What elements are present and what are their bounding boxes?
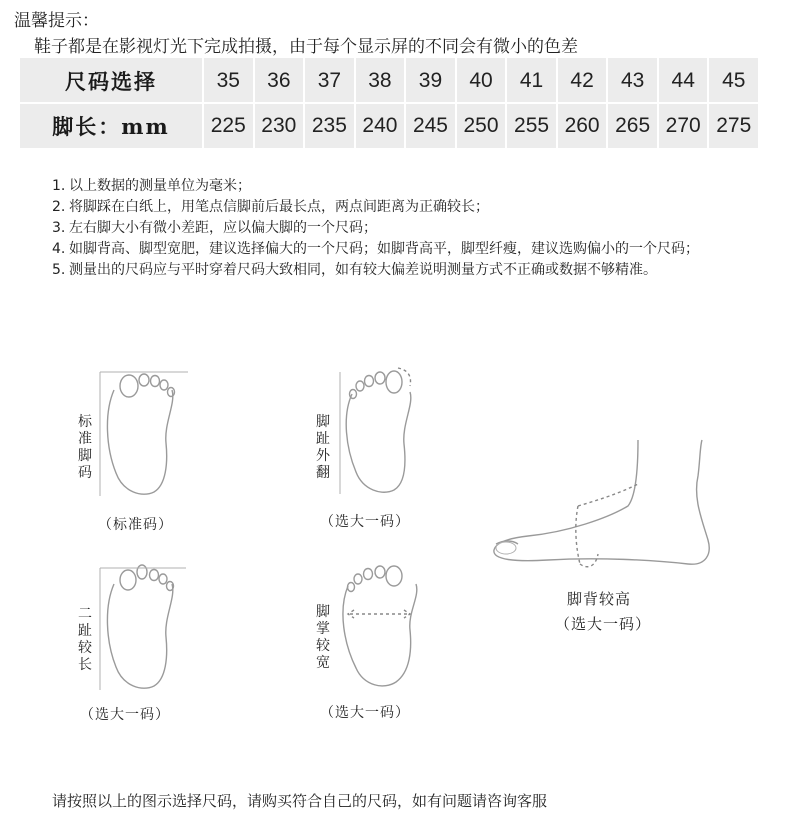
size-row-header: 尺码选择 [65, 68, 157, 94]
note-number: 4. [52, 241, 66, 257]
length-cell: 250 [455, 103, 506, 148]
size-table [20, 58, 758, 148]
length-cell: 265 [606, 103, 657, 148]
note-item [52, 239, 772, 260]
size-cell: 37 [303, 58, 354, 103]
size-cell: 35 [202, 58, 253, 103]
standard-foot-label: 标准脚码 [78, 414, 92, 481]
length-cell: 270 [657, 103, 708, 148]
note-item [52, 176, 772, 197]
length-row [20, 103, 758, 148]
note-item [52, 218, 772, 239]
wide-sole-foot-label: 脚掌较宽 [316, 604, 330, 671]
footer-note: 请按照以上的图示选择尺码，请购买符合自己的尺码，如有问题请咨询客服 [52, 792, 548, 810]
size-cell: 36 [253, 58, 304, 103]
length-cell: 255 [505, 103, 556, 148]
length-cell: 260 [556, 103, 607, 148]
note-number: 5. [52, 262, 66, 278]
note-text: 如脚背高、脚型宽肥，建议选择偏大的一个尺码；如脚背高平，脚型纤瘦，建议选购偏小的一个尺码； [69, 241, 699, 257]
length-cell: 245 [404, 103, 455, 148]
note-text: 以上数据的测量单位为毫米； [69, 178, 251, 194]
notice-text: 鞋子都是在影视灯光下完成拍摄，由于每个显示屏的不同会有微小的色差 [34, 37, 578, 57]
length-cell: 275 [707, 103, 758, 148]
high-instep-foot-caption: （选大一码） [555, 615, 652, 633]
second-toe-foot-caption: （选大一码） [80, 707, 170, 723]
high-instep-foot-label: 脚背较高 [567, 590, 632, 608]
size-cell: 42 [556, 58, 607, 103]
size-cell: 41 [505, 58, 556, 103]
second-toe-foot-label: 二趾较长 [78, 606, 92, 673]
note-text: 左右脚大小有微小差距，应以偏大脚的一个尺码； [69, 220, 377, 236]
note-number: 3. [52, 220, 66, 236]
note-item [52, 197, 772, 218]
wide-sole-foot-caption: （选大一码） [320, 705, 410, 721]
size-cell: 43 [606, 58, 657, 103]
note-number: 2. [52, 199, 66, 215]
size-cell: 39 [404, 58, 455, 103]
note-text: 将脚踩在白纸上，用笔点信脚前后最长点，两点间距离为正确较长； [69, 199, 489, 215]
toe-out-foot-illustration [336, 366, 436, 506]
wide-sole-foot-illustration [336, 560, 436, 700]
size-row [20, 58, 758, 103]
size-cell: 40 [455, 58, 506, 103]
measurement-notes [52, 176, 772, 281]
note-item [52, 260, 772, 281]
length-cell: 235 [303, 103, 354, 148]
high-instep-foot-illustration [488, 436, 718, 581]
size-cell: 45 [707, 58, 758, 103]
notice-title: 温馨提示： [14, 11, 99, 31]
standard-foot-illustration [96, 368, 196, 508]
length-cell: 230 [253, 103, 304, 148]
toe-out-foot-caption: （选大一码） [320, 514, 410, 530]
standard-foot-caption: （标准码） [98, 517, 173, 533]
second-toe-foot-illustration [96, 562, 196, 702]
note-text: 测量出的尺码应与平时穿着尺码大致相同，如有较大偏差说明测量方式不正确或数据不够精准。 [69, 262, 657, 278]
length-cell: 225 [202, 103, 253, 148]
length-cell: 240 [354, 103, 405, 148]
toe-out-foot-label: 脚趾外翻 [316, 414, 330, 481]
length-row-header: 脚长：mm [52, 113, 170, 139]
note-number: 1. [52, 178, 66, 194]
size-cell: 38 [354, 58, 405, 103]
size-cell: 44 [657, 58, 708, 103]
